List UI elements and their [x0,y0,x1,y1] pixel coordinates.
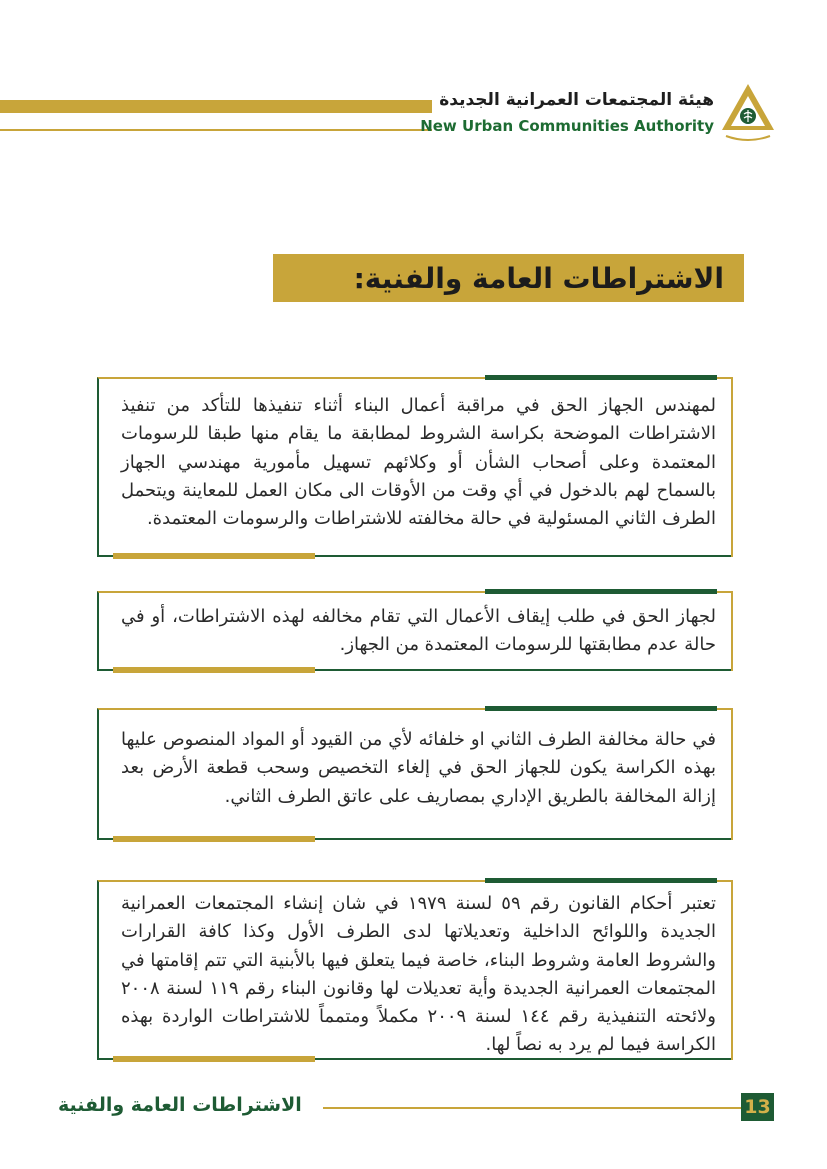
clause-box-1 [97,377,733,557]
clause-text-1: لمهندس الجهاز الحق في مراقبة أعمال البناء أثناء تنفيذها للتأكد من تنفيذ الاشتراطات الموضحة بكراسة الشروط لمطابقة ما يقام منها طبقا للرسومات المعتمدة وعلى أصحاب الشأن أو وكلائهم تسهيل مأمورية مهندسي الجهاز بالسماح لهم بالدخول في أي وقت من الأوقات الى مكان العمل للمعاينة ويتحمل الطرف الثاني المسئولية في حالة مخالفته للاشتراطات والرسومات المعتمدة. [121,395,716,530]
box-accent-green [485,878,717,883]
clause-text-4: تعتبر أحكام القانون رقم ٥٩ لسنة ١٩٧٩ في شان إنشاء المجتمعات العمرانية الجديدة واللوائح الداخلية وتعديلاتها لدى الطرف الأول وكذا كافة القرارات والشروط العامة وشروط البناء، خاصة فيما يتعلق فيها بالأبنية التي تتم إقامتها في المجتمعات العمرانية الجديدة وأية تعديلات لها وقانون البناء رقم ١١٩ لسنة ٢٠٠٨ ولائحته التنفيذية رقم ١٤٤ لسنة ٢٠٠٩ مكملاً ومتمماً للاشتراطات الواردة بهذه الكراسة فيما لم يرد به نصاً لها. [121,893,716,1056]
section-title: الاشتراطات العامة والفنية: [353,261,724,295]
box-accent-green [485,589,717,594]
org-name-arabic: هيئة المجتمعات العمرانية الجديدة [439,90,714,110]
box-accent-gold [113,1056,315,1062]
clause-box-2 [97,591,733,671]
header-gold-line [0,129,432,131]
footer-gold-line [323,1107,741,1109]
page-number: 13 [741,1093,774,1121]
footer-section-title: الاشتراطات العامة والفنية [58,1094,302,1116]
section-title-banner [273,254,744,302]
org-name-english: New Urban Communities Authority [420,117,714,135]
clause-box-3 [97,708,733,840]
box-accent-gold [113,836,315,842]
box-accent-gold [113,667,315,673]
box-accent-gold [113,553,315,559]
header-gold-bar [0,100,432,113]
nuca-logo [720,82,776,144]
box-accent-green [485,375,717,380]
clause-text-2: لجهاز الحق في طلب إيقاف الأعمال التي تقام مخالفه لهذه الاشتراطات، أو في حالة عدم مطابقتها للرسومات المعتمدة من الجهاز. [121,606,716,656]
clause-box-4 [97,880,733,1060]
clause-text-3: في حالة مخالفة الطرف الثاني او خلفائه لأي من القيود أو المواد المنصوص عليها بهذه الكراسة يكون للجهاز الحق في إلغاء التخصيص وسحب قطعة الأرض بعد إزالة المخالفة بالطريق الإداري بمصاريف على عاتق الطرف الثاني. [121,729,716,807]
box-accent-green [485,706,717,711]
